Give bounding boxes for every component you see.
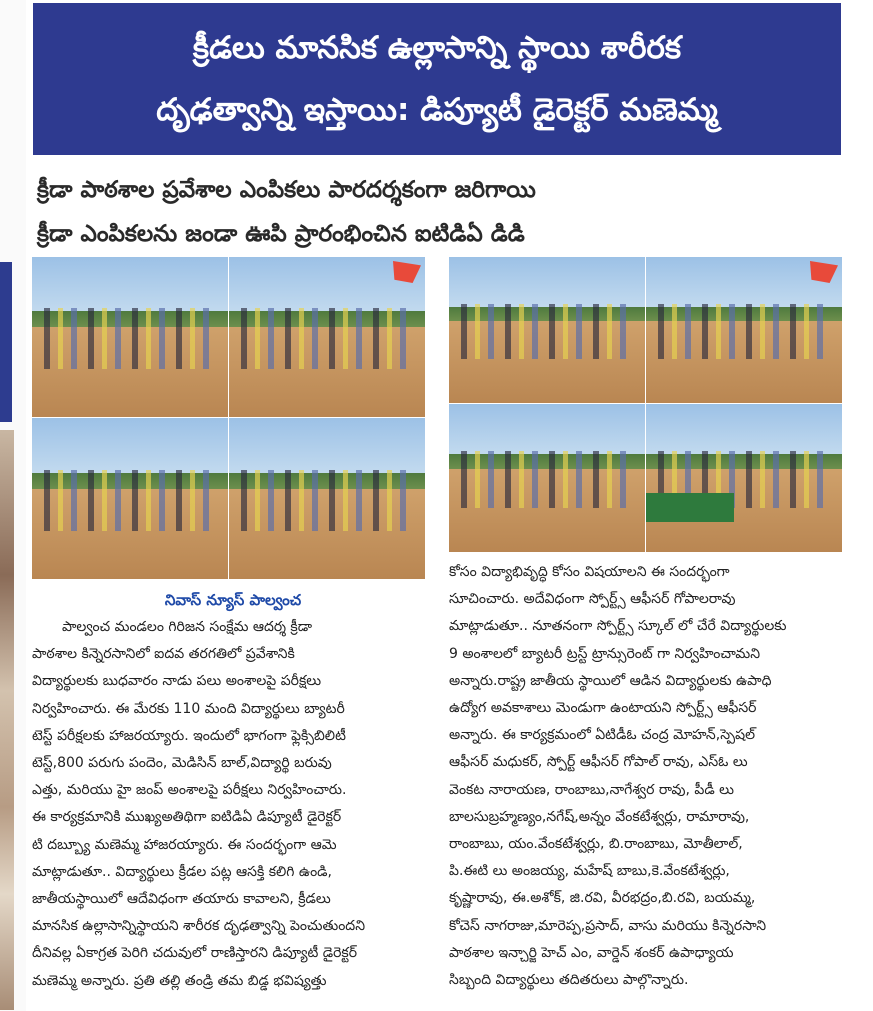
photo-officials-2 [449, 404, 645, 552]
body-line: ఎత్తు, మరియు హై జంప్ అంశాలపై పరీక్షలు నిర్వహించారు. [32, 782, 347, 799]
body-line: టెస్ట్,800 పరుగు పందెం, మెడిసిన్ బాల్,విద్యార్థి బరువు [32, 755, 332, 772]
body-line: అన్నారు.రాష్ట్ర జాతీయ స్థాయిలో ఆడిన విద్యార్థులకు ఉపాధి [449, 672, 772, 689]
byline: నివాస్ న్యూస్ పాల్వంచ [164, 591, 302, 609]
article-body-left [32, 614, 424, 995]
body-line: ఆఫీసర్ మధుకర్, స్పోర్ట్ ఆఫీసర్ గోపాల్ రావు, ఎస్ఓ లు [449, 754, 748, 771]
body-line: బాలసుబ్రహ్మణ్యం,నగేష్,అన్నం వేంకటేశ్వర్లు, రామారావు, [449, 808, 750, 825]
body-line: పాఠశాల ఇన్చార్జి హెచ్ ఎం, వార్డెన్ శంకర్ ఉపాధ్యాయ [449, 944, 734, 961]
headline-line-1: క్రీడలు మానసిక ఉల్లాసాన్ని స్థాయి శారీరక [192, 30, 682, 66]
body-line: విద్యార్థులకు బుధవారం నాడు పలు అంశాలపై పరీక్షలు [32, 673, 322, 690]
body-line: టెస్ట్ పరీక్షలకు హాజరయ్యారు. ఇందులో భాగంగా ఫ్లెక్సిబిలిటీ [32, 727, 346, 744]
body-line: జాతీయస్థాయిలో ఆదేవిధంగా తయారు కావాలని, క్రీడలు [32, 891, 331, 908]
photo-high-jump-2 [449, 257, 645, 403]
body-line: నిర్వహించారు. ఈ మేరకు 110 మంది విద్యార్థులు బ్యాటరీ [32, 700, 345, 717]
body-line: టి దబ్బ్యూ మణెమ్మ హాజరయ్యారు. ఈ సందర్భంగా ఆమె [32, 836, 337, 853]
body-line: పాల్వంచ మండలం గిరిజన సంక్షేమ ఆదర్శ క్రీడా [62, 619, 313, 635]
article-body-right [449, 559, 842, 994]
adjacent-article-strip [0, 0, 26, 1011]
body-line: మాట్లాడుతూ.. విద్యార్థులు క్రీడల పట్ల ఆసక్తి కలిగి ఉండి, [32, 863, 332, 880]
body-line: మానసిక ఉల్లాసాన్నిస్థాయని శారీరక దృఢత్వాన్ని పెంచుతుందని [32, 918, 366, 935]
body-line: 9 అంశాలలో బ్యాటరీ ట్రస్ట్ ట్రాన్సురెంట్ గా నిర్వహించామని [449, 645, 761, 662]
subheadlines [29, 168, 844, 256]
body-line: సిబ్బంది విద్యార్థులు తదితరులు పాల్గొన్నారు. [449, 972, 689, 989]
adjacent-blue-block [0, 262, 12, 422]
photo-officials-1 [32, 418, 228, 579]
body-line: పి.ఈటి లు అంజయ్య, మహేష్ బాబు,కె.వేంకటేశ్వర్లు, [449, 863, 730, 880]
photo-lineup-1 [229, 257, 425, 417]
photo-lineup-2 [646, 257, 842, 403]
body-line: సూచించారు. అదేవిధంగా స్పోర్ట్స్ ఆఫీసర్ గోపాలరావు [449, 591, 736, 608]
adjacent-photo-fragment [0, 430, 14, 1010]
photo-long-jump [229, 418, 425, 579]
body-line: కోచెస్ నాగరాజు,మారెప్ప,ప్రసాద్, వాసు మరియు కిన్నెరసాని [449, 917, 767, 934]
headline-banner [33, 3, 841, 155]
subheadline-2: క్రీడా ఎంపికలను జండా ఊపి ప్రారంభించిన ఐటిడిఏ డిడి [37, 221, 525, 247]
photo-flag-off [646, 404, 842, 552]
body-line: కోసం విద్యాభివృద్ధి కోసం విషయాలని ఈ సందర్భంగా [449, 564, 730, 580]
body-line: వెంకట నారాయణ, రాంబాబు,నాగేశ్వర రావు, పీడీ లు [449, 781, 734, 798]
subheadline-1: క్రీడా పాఠశాల ప్రవేశాల ఎంపికలు పారదర్శకంగా జరిగాయి [37, 177, 536, 203]
body-line: అన్నారు. ఈ కార్యక్రమంలో ఏటిడీఓ చంద్ర మోహన్,స్పెషల్ [449, 727, 755, 744]
photo-high-jump-1 [32, 257, 228, 417]
body-line: దీనివల్ల ఏకాగ్రత పెరిగి చదువులో రాణిస్తారని డిప్యూటీ డైరెక్టర్ [32, 945, 358, 962]
body-line: ఈ కార్యక్రమానికి ముఖ్యఅతిథిగా ఐటిడిఏ డిప్యూటీ డైరెక్టర్ [32, 809, 342, 826]
body-line: పాఠశాల కిన్నెరసానిలో ఐదవ తరగతిలో ప్రవేశానికి [32, 646, 295, 663]
body-line: ఉద్యోగ అవకాశాలు మెండుగా ఉంటాయని స్పోర్ట్స్ ఆఫీసర్ [449, 700, 757, 717]
body-line: మణెమ్మ అన్నారు. ప్రతి తల్లి తండ్రి తమ బిడ్డ భవిష్యత్తు [32, 972, 327, 989]
body-line: మాట్లాడుతూ.. నూతనంగా స్పోర్ట్స్ స్కూల్ లో చేరే విద్యార్థులకు [449, 618, 787, 635]
headline-line-2: దృఢత్వాన్ని ఇస్తాయి: డిప్యూటీ డైరెక్టర్ మణెమ్మ [156, 92, 718, 128]
body-line: రాంబాబు, యం.వేంకటేశ్వర్లు, బి.రాంబాబు, మోతీలాల్, [449, 836, 743, 853]
body-line: కృష్ణారావు, ఈ.అశోక్, జి.రవి, వీరభద్రం,బి.రవి, బయమ్మ, [449, 890, 756, 907]
